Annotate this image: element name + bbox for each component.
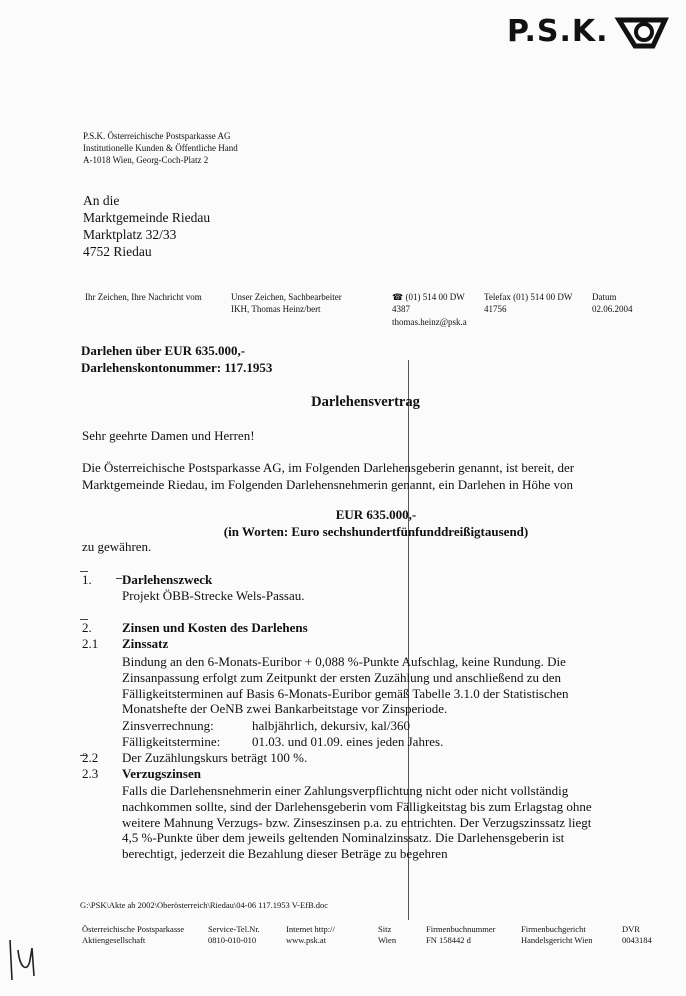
subject-line: Darlehen über EUR 635.000,- <box>81 343 246 358</box>
footer-company <box>82 924 184 945</box>
sender-line: P.S.K. Österreichische Postsparkasse AG <box>83 131 231 141</box>
paragraph-line: Monatshefte der OeNB zwei Bankarbeitstage vor Zinsperiode. <box>122 701 448 717</box>
paragraph-line: 4,5 %-Punkte über dem jeweils geltenden Nominalzinssatz. Die Darlehensgeberin ist <box>122 830 565 846</box>
footer-dvr <box>622 924 652 945</box>
phone-label: ☎ (01) 514 00 DW <box>392 292 465 302</box>
our-reference-value: IKH, Thomas Heinz/bert <box>231 304 321 314</box>
interest-rate-text <box>122 654 569 717</box>
footer-service-value: 0810-010-010 <box>208 934 257 945</box>
intro-line: Marktgemeinde Riedau, im Folgenden Darlehensnehmerin genannt, ein Darlehen in Höhe von <box>82 477 573 492</box>
fax-extension: 41756 <box>484 304 507 314</box>
contact-email: thomas.heinz@psk.a <box>392 317 467 327</box>
footer-court-label: Firmenbuchgericht <box>521 924 586 934</box>
loan-amount-figure: EUR 635.000,- <box>335 507 417 522</box>
file-path: G:\PSK\Akte ab 2002\Oberösterreich\Riedau\04-06 117.1953 V-EfB.doc <box>80 900 329 910</box>
intro-line: Die Österreichische Postsparkasse AG, im Folgenden Darlehensgeberin genannt, ist bereit, der <box>82 460 575 475</box>
recipient-line: 4752 Riedau <box>83 244 152 259</box>
footer-seat-value: Wien <box>378 934 397 945</box>
paragraph-line: Fälligkeitsterminen auf Basis 6-Monats-Euribor gemäß Tabelle 3.1.0 der Statistischen <box>122 685 569 701</box>
date-value: 02.06.2004 <box>592 304 633 314</box>
section-number: 1. <box>82 572 92 587</box>
document-title: Darlehensvertrag <box>311 394 420 410</box>
psk-logo-mark-icon <box>613 16 669 50</box>
paragraph-line: nachkommen sollte, sind der Darlehensgeberin vom Fälligkeitstag bis zum Erlagstag ohne <box>122 798 592 814</box>
section-number: 2.1 <box>82 636 99 651</box>
recipient-line: An die <box>83 193 120 208</box>
interest-calculation-label: Zinsverrechnung: <box>122 718 214 733</box>
section-title: Darlehenszweck <box>122 572 213 587</box>
section-number: 2.3 <box>82 766 99 781</box>
footer-service-label: Service-Tel.Nr. <box>208 924 260 934</box>
recipient-line: Marktplatz 32/33 <box>83 227 177 242</box>
paragraph-line: Falls die Darlehensnehmerin einer Zahlungsverpflichtung nicht oder nicht vollständig <box>122 783 569 798</box>
subject-line: Darlehenskontonummer: 117.1953 <box>81 360 273 375</box>
your-reference-label: Ihr Zeichen, Ihre Nachricht vom <box>85 292 202 302</box>
default-interest-text <box>122 783 592 862</box>
psk-logo-text: P.S.K. <box>507 14 609 49</box>
sender-line: A-1018 Wien, Georg-Coch-Platz 2 <box>83 155 209 165</box>
footer-court <box>521 924 593 945</box>
section-number: 2.2 <box>82 750 99 765</box>
due-dates-value: 01.03. und 01.09. eines jeden Jahres. <box>252 734 444 749</box>
recipient-address <box>83 192 210 260</box>
footer-seat-label: Sitz <box>378 924 392 934</box>
footer-internet-label: Internet http:// <box>286 924 335 934</box>
our-reference-label: Unser Zeichen, Sachbearbeiter <box>231 292 342 302</box>
footer-seat <box>378 924 396 945</box>
recipient-line: Marktgemeinde Riedau <box>83 210 211 225</box>
interest-calculation-value: halbjährlich, dekursiv, kal/360 <box>252 718 411 733</box>
paragraph-line: weitere Mahnung Verzugs- bzw. Zinseszinsen p.a. zu entrichten. Der Verzugszinssatz liegt <box>122 814 592 830</box>
paragraph-line: berechtigt, jederzeit die Bezahlung dieser Beträge zu begehren <box>122 846 448 862</box>
footer-internet <box>286 924 335 945</box>
footer-dvr-value: 0043184 <box>622 934 652 945</box>
footer-service <box>208 924 260 945</box>
due-dates-label: Fälligkeitstermine: <box>122 734 221 749</box>
paragraph-line: Zinsanpassung erfolgt zum Zeitpunkt der ersten Zuzählung und anschließend zu den <box>122 669 561 685</box>
section-text: Der Zuzählungskurs beträgt 100 %. <box>122 750 308 765</box>
to-grant-text: zu gewähren. <box>82 539 152 554</box>
section-title: Zinsen und Kosten des Darlehens <box>122 620 308 635</box>
loan-amount-words: (in Worten: Euro sechshundertfünfunddreißigtausend) <box>223 524 529 539</box>
subject-block <box>81 342 272 376</box>
section-title: Verzugszinsen <box>122 766 201 781</box>
salutation: Sehr geehrte Damen und Herren! <box>82 428 255 443</box>
footer-company-line: Aktiengesellschaft <box>82 934 146 945</box>
sender-address <box>83 130 238 166</box>
loan-amount-block <box>0 506 686 540</box>
footer-register-value: FN 158442 d <box>426 934 471 945</box>
footer-court-value: Handelsgericht Wien <box>521 934 593 945</box>
footer-register <box>426 924 495 945</box>
sender-line: Institutionelle Kunden & Öffentliche Hand <box>83 143 238 153</box>
paragraph-line: Bindung an den 6-Monats-Euribor + 0,088 %-Punkte Aufschlag, keine Rundung. Die <box>122 654 566 669</box>
footer-internet-value: www.psk.at <box>286 934 327 945</box>
phone-extension: 4387 <box>392 304 410 314</box>
footer-dvr-label: DVR <box>622 924 640 934</box>
footer-register-label: Firmenbuchnummer <box>426 924 496 934</box>
date-label: Datum <box>592 292 617 302</box>
handwritten-initial-icon <box>4 930 44 990</box>
fax-label: Telefax (01) 514 00 DW <box>484 292 573 302</box>
section-text: Projekt ÖBB-Strecke Wels-Passau. <box>122 588 305 603</box>
section-title: Zinssatz <box>122 636 169 651</box>
footer-company-line: Österreichische Postsparkasse <box>82 924 185 934</box>
section-number: 2. <box>82 620 92 635</box>
